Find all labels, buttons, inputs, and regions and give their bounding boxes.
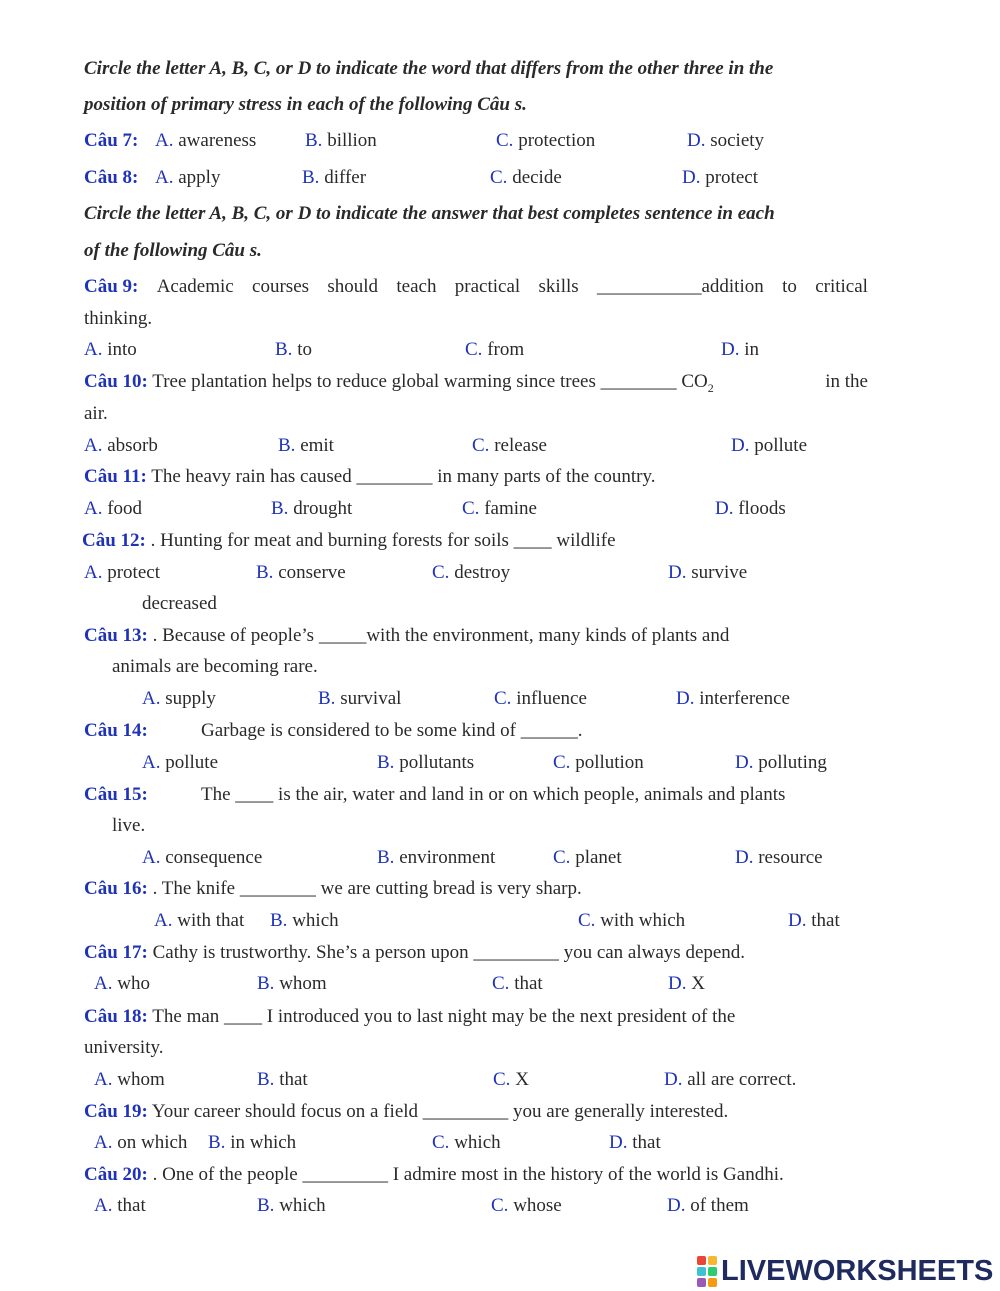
question-13-number: Câu 13: (84, 625, 148, 646)
q20-option-b[interactable]: B. which (257, 1195, 326, 1216)
logo-cell (697, 1278, 706, 1287)
question-16-text: Câu 16: . The knife ________ we are cutting bread is very sharp. (84, 878, 582, 899)
q14-option-b[interactable]: B. pollutants (377, 752, 475, 773)
q20-option-c[interactable]: C. whose (491, 1195, 562, 1216)
question-16-number: Câu 16: (84, 878, 148, 899)
liveworksheets-logo (697, 1255, 993, 1287)
q18-option-d[interactable]: D. all are correct. (664, 1069, 797, 1090)
question-11-text: Câu 11: The heavy rain has caused ________ in many parts of the country. (84, 466, 656, 487)
q13-option-c[interactable]: C. influence (494, 688, 587, 709)
question-9-number: Câu 9: (84, 276, 139, 297)
logo-cell (697, 1256, 706, 1265)
q10-option-d[interactable]: D. pollute (731, 435, 808, 456)
q11-option-c[interactable]: C. famine (462, 498, 537, 519)
q17-option-b[interactable]: B. whom (257, 973, 327, 994)
q9-word: to (782, 276, 797, 297)
q17-option-a[interactable]: A. who (94, 973, 150, 994)
q8-option-a[interactable]: A. apply (155, 167, 221, 188)
q8-option-d[interactable]: D. protect (682, 167, 758, 188)
question-20-number: Câu 20: (84, 1164, 148, 1185)
q10-option-b[interactable]: B. emit (278, 435, 334, 456)
q14-option-d[interactable]: D. polluting (735, 752, 827, 773)
q15-option-c[interactable]: C. planet (553, 847, 622, 868)
q9-word: courses (252, 276, 310, 297)
q18-option-b[interactable]: B. that (257, 1069, 308, 1090)
q9-option-b[interactable]: B. to (275, 339, 312, 360)
question-12-number: Câu 12: (82, 530, 146, 551)
logo-cell (697, 1267, 706, 1276)
q19-option-a[interactable]: A. on which (94, 1132, 188, 1153)
instruction-complete-line1: Circle the letter A, B, C, or D to indicate the answer that best completes sentence in each (84, 203, 775, 224)
q13-option-b[interactable]: B. survival (318, 688, 402, 709)
q12-option-c[interactable]: C. destroy (432, 562, 511, 583)
q9-word: should (327, 276, 379, 297)
q12-option-a[interactable]: A. protect (84, 562, 160, 583)
logo-cell (708, 1278, 717, 1287)
question-12-text: Câu 12: . Hunting for meat and burning forests for soils ____ wildlife (82, 530, 616, 551)
q15-option-a[interactable]: A. consequence (142, 847, 263, 868)
q11-option-b[interactable]: B. drought (271, 498, 353, 519)
q16-option-a[interactable]: A. with that (154, 910, 245, 931)
question-9-text-line2: thinking. (84, 308, 153, 329)
q12-extra-text: decreased (142, 593, 217, 614)
question-9-text-line1 (84, 275, 868, 299)
q13-option-d[interactable]: D. interference (676, 688, 790, 709)
q19-option-b[interactable]: B. in which (208, 1132, 297, 1153)
instruction-stress-line1: Circle the letter A, B, C, or D to indicate the word that differs from the other three in the (84, 58, 774, 79)
q16-option-d[interactable]: D. that (788, 910, 840, 931)
q16-option-b[interactable]: B. which (270, 910, 339, 931)
question-8-number: Câu 8: (84, 167, 139, 188)
q9-word: teach (396, 276, 437, 297)
question-18-text-line1: Câu 18: The man ____ I introduced you to last night may be the next president of the (84, 1006, 736, 1027)
question-10-text-line2: air. (84, 403, 108, 424)
q9-word: critical (815, 276, 868, 297)
q19-option-c[interactable]: C. which (432, 1132, 501, 1153)
question-18-number: Câu 18: (84, 1006, 148, 1027)
question-19-number: Câu 19: (84, 1101, 148, 1122)
q10-option-c[interactable]: C. release (472, 435, 547, 456)
question-11-number: Câu 11: (84, 466, 147, 487)
q8-option-b[interactable]: B. differ (302, 167, 367, 188)
question-18-text-line2: university. (84, 1037, 164, 1058)
question-15-number: Câu 15: (84, 784, 148, 805)
question-10-number: Câu 10: (84, 371, 148, 392)
logo-text: LIVEWORKSHEETS (721, 1254, 994, 1287)
question-17-number: Câu 17: (84, 942, 148, 963)
question-7-number: Câu 7: (84, 130, 139, 151)
question-15-text-line1: The ____ is the air, water and land in or on which people, animals and plants (201, 784, 786, 805)
question-13-text-line1: Câu 13: . Because of people’s _____with the environment, many kinds of plants and (84, 625, 730, 646)
instruction-stress-line2: position of primary stress in each of the following Câu s. (84, 94, 527, 115)
q20-option-d[interactable]: D. of them (667, 1195, 749, 1216)
q9-blank-word: ___________addition (596, 276, 764, 297)
q14-option-a[interactable]: A. pollute (142, 752, 219, 773)
question-19-text: Câu 19: Your career should focus on a field _________ you are generally interested. (84, 1101, 729, 1122)
question-17-text: Câu 17: Cathy is trustworthy. She’s a person upon _________ you can always depend. (84, 942, 746, 963)
q11-option-a[interactable]: A. food (84, 498, 143, 519)
q15-option-d[interactable]: D. resource (735, 847, 823, 868)
q18-option-c[interactable]: C. X (493, 1069, 529, 1090)
q9-word: Academic (156, 276, 234, 297)
q14-option-c[interactable]: C. pollution (553, 752, 644, 773)
q7-option-b[interactable]: B. billion (305, 130, 377, 151)
q17-option-d[interactable]: D. X (668, 973, 705, 994)
instruction-complete-line2: of the following Câu s. (84, 240, 262, 261)
logo-cell (708, 1267, 717, 1276)
q19-option-d[interactable]: D. that (609, 1132, 661, 1153)
q17-option-c[interactable]: C. that (492, 973, 543, 994)
q7-option-c[interactable]: C. protection (496, 130, 596, 151)
q12-option-d[interactable]: D. survive (668, 562, 748, 583)
question-13-text-line2: animals are becoming rare. (112, 656, 318, 677)
q20-option-a[interactable]: A. that (94, 1195, 146, 1216)
q8-option-c[interactable]: C. decide (490, 167, 562, 188)
q16-option-c[interactable]: C. with which (578, 910, 686, 931)
q11-option-d[interactable]: D. floods (715, 498, 786, 519)
q9-option-d[interactable]: D. in (721, 339, 760, 360)
question-15-text-line2: live. (112, 815, 146, 836)
question-20-text: Câu 20: . One of the people _________ I admire most in the history of the world is Gandhi. (84, 1164, 784, 1185)
q12-option-b[interactable]: B. conserve (256, 562, 346, 583)
logo-grid-icon (697, 1256, 717, 1287)
logo-cell (708, 1256, 717, 1265)
q10-option-a[interactable]: A. absorb (84, 435, 158, 456)
q9-word: practical (454, 276, 521, 297)
q9-option-a[interactable]: A. into (84, 339, 137, 360)
q15-option-b[interactable]: B. environment (377, 847, 496, 868)
question-14-text: Garbage is considered to be some kind of ______. (201, 720, 583, 741)
question-10-text-line1: Câu 10: Tree plantation helps to reduce global warming since trees ________ $CO_2$ in the (84, 371, 868, 395)
q9-word: skills (538, 276, 579, 297)
q9-option-c[interactable]: C. from (465, 339, 525, 360)
q13-option-a[interactable]: A. supply (142, 688, 216, 709)
question-14-number: Câu 14: (84, 720, 148, 741)
q7-option-a[interactable]: A. awareness (155, 130, 257, 151)
q7-option-d[interactable]: D. society (687, 130, 765, 151)
q18-option-a[interactable]: A. whom (94, 1069, 165, 1090)
